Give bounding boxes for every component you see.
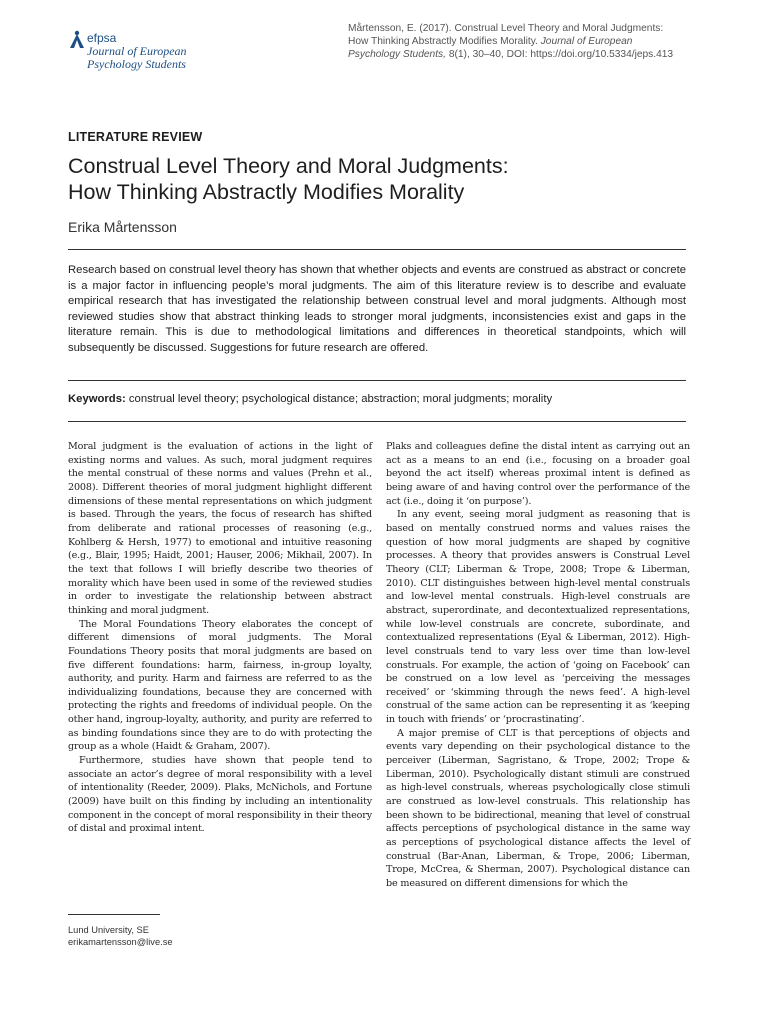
citation-journal-a: Journal of European xyxy=(540,36,633,47)
citation-line2 xyxy=(348,35,688,48)
citation-block xyxy=(348,22,688,61)
author-affiliation xyxy=(68,924,173,948)
paragraph: Plaks and colleagues define the distal intent as carrying out an act as a means to an end (i.e., focusing on a broader goal beyond the act itself) whereas proximal intent is defined as being aware of and having control over the performance of the act (i.e., doing it ‘on purpose’). xyxy=(386,441,690,507)
keywords-label: Keywords: xyxy=(68,393,126,405)
citation-journal-b: Psychology Students, xyxy=(348,49,446,60)
paragraph: The Moral Foundations Theory elaborates the concept of different dimensions of moral judgments. The Moral Foundations Theory posits that moral judgments are based on five different foundations: harm, fairness, in-group loyalty, authority, and purity. Harm and fairness are referred to as the individualizing foundations, because they are concerned with protecting the rights and freedoms of individual people. On the other hand, ingroup-loyalty, authority, and purity are referred to as binding foundations since they are to do with protecting the group as a whole (Haidt & Graham, 2007). xyxy=(68,618,372,753)
citation-volume-doi[interactable]: 8(1), 30–40, DOI: https://doi.org/10.5334/jeps.413 xyxy=(448,49,674,60)
article-title-line2: How Thinking Abstractly Modifies Morality xyxy=(68,180,465,204)
efpsa-leaf-icon xyxy=(68,30,86,50)
abstract: Research based on construal level theory has shown that whether objects and events are construed as abstract or concrete is a major factor in influencing people’s moral judgments. The aim of this literature review is to describe and evaluate empirical research that has investigated the relationship between construal level and moral judgments. Although most reviewed studies show that abstract thinking leads to stronger moral judgments, inconsistencies exist and gaps in the literature remain. This is due to methodological limitations and differences in theoretical standpoints, which will subsequently be discussed. Suggestions for future research are offered. xyxy=(68,264,686,354)
footnote-divider xyxy=(68,914,160,915)
logo-journal-line2: Psychology Students xyxy=(87,57,186,71)
journal-logo xyxy=(68,28,268,78)
affiliation-institution: Lund University, SE xyxy=(68,925,149,935)
article-title-line1: Construal Level Theory and Moral Judgments: xyxy=(68,154,509,178)
logo-journal-name xyxy=(87,45,187,71)
author-name: Erika Mårtensson xyxy=(68,219,177,235)
divider-top xyxy=(68,249,686,250)
paragraph: In any event, seeing moral judgment as reasoning that is based on mentally construed norms and values raises the question of how moral judgments are shaped by cognitive processes. A theory that provides answers is Construal Level Theory (CLT; Liberman & Trope, 2008; Trope & Liberman, 2010). CLT distinguishes between high-level mental construals and low-level mental construals. High-level construals are abstract, superordinate, and decontextualized representations, while low-level construals are concrete, subordinate, and contextualized representations (Eyal & Liberman, 2012). High-level construals tend to vary less over time than low-level construals. For example, the action of ‘going on Facebook’ can be construed on a low level as ‘perceiving the messages received’ or ‘skimming through the news feed’. A high-level construal of the same action can be representing it as ‘keeping in touch with friends’ or ‘procrastinating’. xyxy=(386,509,690,726)
body-column-right xyxy=(386,440,690,891)
body-column-left xyxy=(68,440,372,836)
logo-wordmark: efpsa xyxy=(87,31,117,45)
paragraph: Furthermore, studies have shown that people tend to associate an actor’s degree of moral responsibility with a level of intentionality (Reeder, 2009). Plaks, McNichols, and Fortune (2009) have built on this finding by including an intentionality component in the concept of moral responsibility in their theory of distal and proximal intent. xyxy=(68,755,372,835)
citation-line1: Mårtensson, E. (2017). Construal Level Theory and Moral Judgments: xyxy=(348,23,664,34)
divider-middle xyxy=(68,380,686,381)
divider-bottom xyxy=(68,421,686,422)
logo-journal-line1: Journal of European xyxy=(87,44,187,58)
section-label: LITERATURE REVIEW xyxy=(68,130,203,144)
paragraph: Moral judgment is the evaluation of actions in the light of existing norms and values. As such, moral judgment requires the mental construal of these norms and values (Prehn et al., 2008). Different theories of moral judgment highlight different dimensions of these mental representations on which judgment is based. Through the years, the focus of research has shifted from deliberate and rational processes of reasoning (e.g., Kohlberg & Hersh, 1977) to emotional and intuitive reasoning (e.g., Blair, 1995; Haidt, 2001; Hauser, 2006; Mikhail, 2007). In the text that follows I will briefly describe two theories of morality which have been used in some of the reviewed studies in order to investigate the relationship between abstract thinking and moral judgment. xyxy=(68,441,372,616)
article-title xyxy=(68,153,708,205)
citation-title-end: How Thinking Abstractly Modifies Morality. xyxy=(348,36,538,47)
affiliation-email[interactable]: erikamartensson@live.se xyxy=(68,937,173,947)
keywords-list: construal level theory; psychological distance; abstraction; moral judgments; morality xyxy=(128,393,553,405)
keywords xyxy=(68,393,686,405)
citation-line3 xyxy=(348,48,688,61)
paragraph: A major premise of CLT is that perceptions of objects and events vary depending on their psychological distance to the perceiver (Liberman, Sagristano, & Trope, 2002; Trope & Liberman, 2010). Psychologically distant stimuli are construed as high-level construals, whereas psychologically close stimuli are construed as low-level construals. This relationship has been shown to be bidirectional, meaning that level of construal affects perceptions of psychological distance in the same way as perceptions of psychological distance affects the level of construal (Bar-Anan, Liberman, & Trope, 2006; Liberman, Trope, McCrea, & Sherman, 2007). Psychological distance can be measured on different dimensions for which the xyxy=(386,727,690,889)
